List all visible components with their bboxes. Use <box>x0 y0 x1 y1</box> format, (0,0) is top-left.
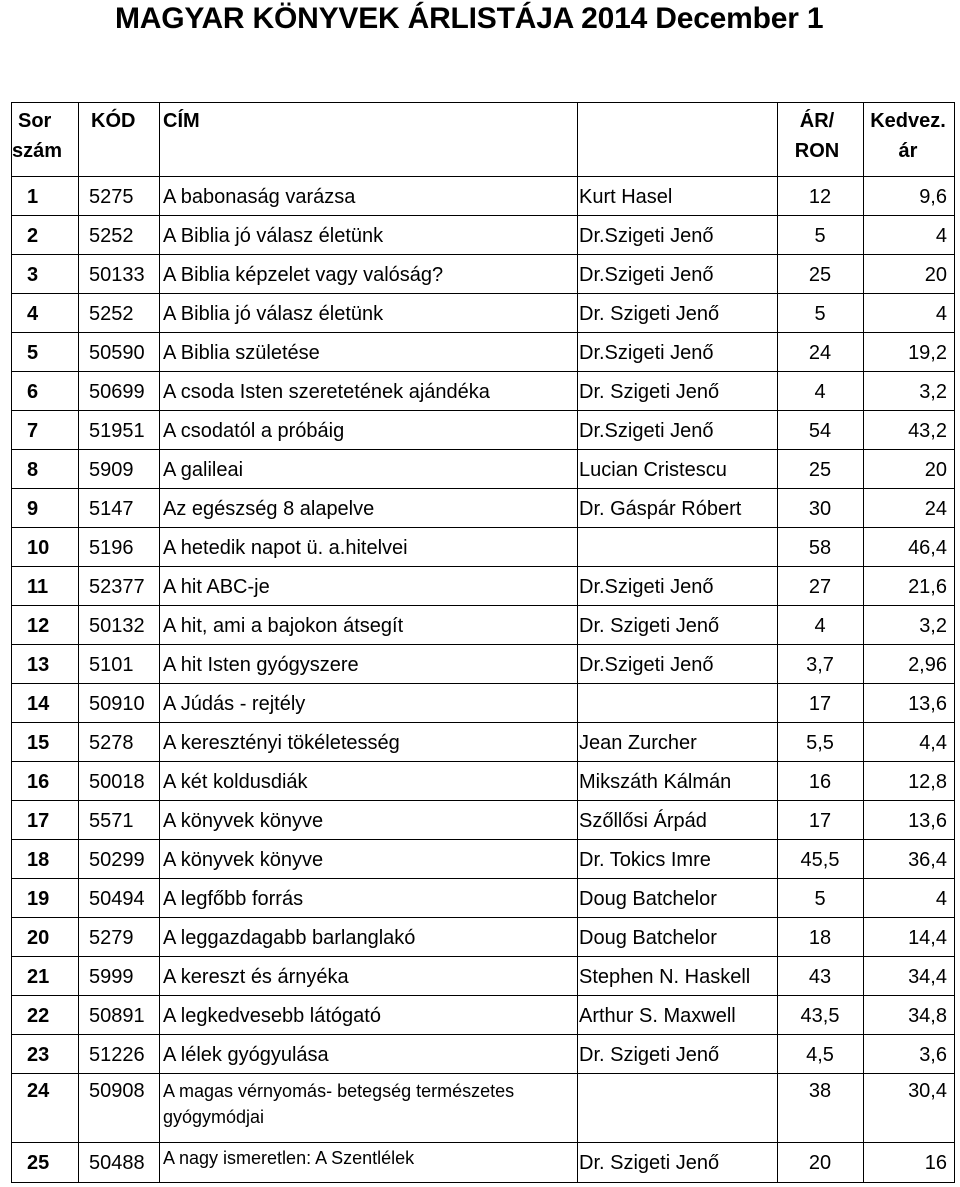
row-number: 22 <box>27 1005 50 1027</box>
row-price: 4,5 <box>806 1044 834 1066</box>
row-number: 16 <box>27 771 50 793</box>
row-discount-price: 4,4 <box>919 732 947 754</box>
row-title-line2: gyógymódjai <box>163 1107 265 1127</box>
row-number: 11 <box>27 576 49 598</box>
row-code: 50018 <box>89 771 145 793</box>
row-author: Jean Zurcher <box>579 732 697 754</box>
row-price: 18 <box>808 927 832 949</box>
row-discount-price: 34,8 <box>908 1005 947 1027</box>
row-title: A Biblia jó válasz életünk <box>163 303 384 325</box>
row-discount-price: 43,2 <box>908 420 947 442</box>
column-divider <box>159 102 160 1182</box>
row-divider <box>11 839 955 840</box>
row-price: 54 <box>808 420 832 442</box>
row-code: 50494 <box>89 888 145 910</box>
row-divider <box>11 917 955 918</box>
header-cim: CÍM <box>163 110 200 132</box>
header-kedvez-ar: ár <box>898 140 918 162</box>
row-number: 1 <box>27 186 39 208</box>
row-price: 25 <box>808 264 832 286</box>
row-price: 4 <box>814 615 826 637</box>
row-author: Dr.Szigeti Jenő <box>579 225 714 247</box>
row-divider <box>11 176 955 177</box>
row-discount-price: 34,4 <box>908 966 947 988</box>
row-author: Dr. Szigeti Jenő <box>579 381 720 403</box>
row-discount-price: 3,2 <box>919 615 947 637</box>
row-price: 43 <box>808 966 832 988</box>
row-discount-price: 9,6 <box>919 186 947 208</box>
row-number: 18 <box>27 849 50 871</box>
row-title: A legkedvesebb látógató <box>163 1005 381 1027</box>
row-number: 14 <box>27 693 50 715</box>
row-number: 21 <box>27 966 50 988</box>
row-discount-price: 3,6 <box>919 1044 947 1066</box>
row-divider <box>11 527 955 528</box>
row-author: Dr. Szigeti Jenő <box>579 303 720 325</box>
row-code: 5147 <box>89 498 134 520</box>
row-title: A magas vérnyomás- betegség természetes <box>163 1081 515 1101</box>
row-number: 13 <box>27 654 50 676</box>
row-price: 17 <box>808 693 832 715</box>
row-title: A nagy ismeretlen: A Szentlélek <box>163 1148 415 1168</box>
row-discount-price: 24 <box>924 498 947 520</box>
row-title: A lélek gyógyulása <box>163 1044 329 1066</box>
row-author: Dr. Gáspár Róbert <box>579 498 742 520</box>
row-divider <box>11 566 955 567</box>
row-title: Az egészség 8 alapelve <box>163 498 375 520</box>
row-discount-price: 2,96 <box>908 654 947 676</box>
row-number: 17 <box>27 810 50 832</box>
row-number: 8 <box>27 459 39 481</box>
row-number: 4 <box>27 303 39 325</box>
row-discount-price: 20 <box>924 264 947 286</box>
row-price: 45,5 <box>800 849 840 871</box>
row-code: 50699 <box>89 381 145 403</box>
row-divider <box>11 488 955 489</box>
row-author: Dr. Szigeti Jenő <box>579 1044 720 1066</box>
row-title: A Biblia születése <box>163 342 320 364</box>
row-number: 15 <box>27 732 50 754</box>
row-title: A kereszt és árnyéka <box>163 966 349 988</box>
row-code: 50133 <box>89 264 145 286</box>
row-divider <box>11 1073 955 1074</box>
row-price: 16 <box>808 771 832 793</box>
row-price: 4 <box>814 381 826 403</box>
row-author: Stephen N. Haskell <box>579 966 751 988</box>
row-price: 30 <box>808 498 832 520</box>
row-author: Arthur S. Maxwell <box>579 1005 736 1027</box>
row-author: Kurt Hasel <box>579 186 673 208</box>
row-code: 51226 <box>89 1044 145 1066</box>
row-price: 43,5 <box>800 1005 840 1027</box>
row-code: 50908 <box>89 1080 145 1102</box>
row-price: 58 <box>808 537 832 559</box>
row-number: 12 <box>27 615 50 637</box>
row-divider <box>11 293 955 294</box>
row-discount-price: 4 <box>935 888 947 910</box>
row-discount-price: 13,6 <box>908 693 947 715</box>
row-divider <box>11 215 955 216</box>
row-title: A könyvek könyve <box>163 810 324 832</box>
row-title: A csodatól a próbáig <box>163 420 345 442</box>
row-discount-price: 36,4 <box>908 849 947 871</box>
header-szam: szám <box>12 140 63 162</box>
row-code: 50910 <box>89 693 145 715</box>
row-number: 24 <box>27 1080 50 1102</box>
row-discount-price: 16 <box>924 1152 947 1174</box>
row-author: Doug Batchelor <box>579 927 717 949</box>
row-title: A hetedik napot ü. a.hitelvei <box>163 537 408 559</box>
row-code: 51951 <box>89 420 145 442</box>
row-code: 5909 <box>89 459 134 481</box>
row-author: Dr.Szigeti Jenő <box>579 420 714 442</box>
row-code: 5252 <box>89 303 134 325</box>
row-code: 5571 <box>89 810 134 832</box>
row-title: A galileai <box>163 459 244 481</box>
row-number: 19 <box>27 888 50 910</box>
row-divider <box>11 878 955 879</box>
header-kedvez: Kedvez. <box>870 110 946 132</box>
header-sor: Sor <box>18 110 52 132</box>
row-author: Lucian Cristescu <box>579 459 727 481</box>
row-discount-price: 4 <box>935 303 947 325</box>
row-code: 5101 <box>89 654 134 676</box>
column-divider <box>78 102 79 1182</box>
row-divider <box>11 410 955 411</box>
row-code: 5278 <box>89 732 134 754</box>
column-divider <box>954 102 955 1182</box>
row-author: Dr.Szigeti Jenő <box>579 342 714 364</box>
row-title: A két koldusdiák <box>163 771 308 793</box>
row-discount-price: 30,4 <box>908 1080 947 1102</box>
row-number: 2 <box>27 225 39 247</box>
row-number: 6 <box>27 381 39 403</box>
row-price: 24 <box>808 342 832 364</box>
header-kod: KÓD <box>91 110 136 132</box>
row-author: Doug Batchelor <box>579 888 717 910</box>
row-title: A leggazdagabb barlanglakó <box>163 927 416 949</box>
row-title: A Biblia jó válasz életünk <box>163 225 384 247</box>
row-discount-price: 13,6 <box>908 810 947 832</box>
row-author: Mikszáth Kálmán <box>579 771 732 793</box>
row-code: 5252 <box>89 225 134 247</box>
row-price: 20 <box>808 1152 832 1174</box>
row-divider <box>11 371 955 372</box>
row-divider <box>11 254 955 255</box>
row-author: Dr.Szigeti Jenő <box>579 264 714 286</box>
row-divider <box>11 1034 955 1035</box>
row-divider <box>11 956 955 957</box>
row-discount-price: 4 <box>935 225 947 247</box>
row-discount-price: 20 <box>924 459 947 481</box>
row-title: A legfőbb forrás <box>163 888 304 910</box>
row-discount-price: 46,4 <box>908 537 947 559</box>
row-divider <box>11 1142 955 1143</box>
row-divider <box>11 1182 955 1183</box>
row-code: 52377 <box>89 576 145 598</box>
row-price: 25 <box>808 459 832 481</box>
row-code: 5279 <box>89 927 134 949</box>
row-code: 5196 <box>89 537 134 559</box>
row-price: 5 <box>814 303 826 325</box>
row-divider <box>11 683 955 684</box>
row-author: Dr. Szigeti Jenő <box>579 615 720 637</box>
row-price: 17 <box>808 810 832 832</box>
row-price: 5,5 <box>806 732 834 754</box>
row-divider <box>11 800 955 801</box>
row-code: 50891 <box>89 1005 145 1027</box>
row-price: 38 <box>808 1080 832 1102</box>
row-author: Dr. Szigeti Jenő <box>579 1152 720 1174</box>
row-divider <box>11 722 955 723</box>
row-divider <box>11 449 955 450</box>
row-price: 5 <box>814 888 826 910</box>
row-number: 25 <box>27 1152 50 1174</box>
column-divider <box>11 102 12 1182</box>
row-divider <box>11 761 955 762</box>
row-code: 5275 <box>89 186 134 208</box>
row-code: 50299 <box>89 849 145 871</box>
row-discount-price: 19,2 <box>908 342 947 364</box>
column-divider <box>577 102 578 1182</box>
row-code: 50132 <box>89 615 145 637</box>
row-price: 27 <box>808 576 832 598</box>
price-table <box>11 102 955 1183</box>
row-number: 10 <box>27 537 50 559</box>
header-ron: RON <box>794 140 840 162</box>
row-divider <box>11 605 955 606</box>
row-title: A csoda Isten szeretetének ajándéka <box>163 381 490 403</box>
row-title: A keresztényi tökéletesség <box>163 732 400 754</box>
row-author: Dr. Tokics Imre <box>579 849 711 871</box>
row-divider <box>11 332 955 333</box>
row-number: 9 <box>27 498 39 520</box>
row-number: 20 <box>27 927 50 949</box>
page-title: MAGYAR KÖNYVEK ÁRLISTÁJA 2014 December 1 <box>115 2 824 35</box>
row-title: A könyvek könyve <box>163 849 324 871</box>
row-divider <box>11 644 955 645</box>
row-title: A hit, ami a bajokon átsegít <box>163 615 404 637</box>
row-price: 5 <box>814 225 826 247</box>
row-number: 23 <box>27 1044 50 1066</box>
row-title: A babonaság varázsa <box>163 186 356 208</box>
row-divider <box>11 102 955 103</box>
row-code: 50488 <box>89 1152 145 1174</box>
row-author: Szőllősi Árpád <box>579 810 707 832</box>
row-discount-price: 21,6 <box>908 576 947 598</box>
row-title: A hit Isten gyógyszere <box>163 654 359 676</box>
row-divider <box>11 995 955 996</box>
row-author: Dr.Szigeti Jenő <box>579 654 714 676</box>
row-number: 5 <box>27 342 39 364</box>
row-code: 5999 <box>89 966 134 988</box>
row-number: 7 <box>27 420 39 442</box>
row-discount-price: 12,8 <box>908 771 947 793</box>
header-ar: ÁR/ <box>799 110 835 132</box>
row-price: 12 <box>808 186 832 208</box>
row-code: 50590 <box>89 342 145 364</box>
row-title: A hit ABC-je <box>163 576 270 598</box>
row-price: 3,7 <box>806 654 834 676</box>
row-title: A Biblia képzelet vagy valóság? <box>163 264 444 286</box>
row-author: Dr.Szigeti Jenő <box>579 576 714 598</box>
row-discount-price: 3,2 <box>919 381 947 403</box>
row-discount-price: 14,4 <box>908 927 947 949</box>
row-number: 3 <box>27 264 39 286</box>
row-title: A Júdás - rejtély <box>163 693 306 715</box>
